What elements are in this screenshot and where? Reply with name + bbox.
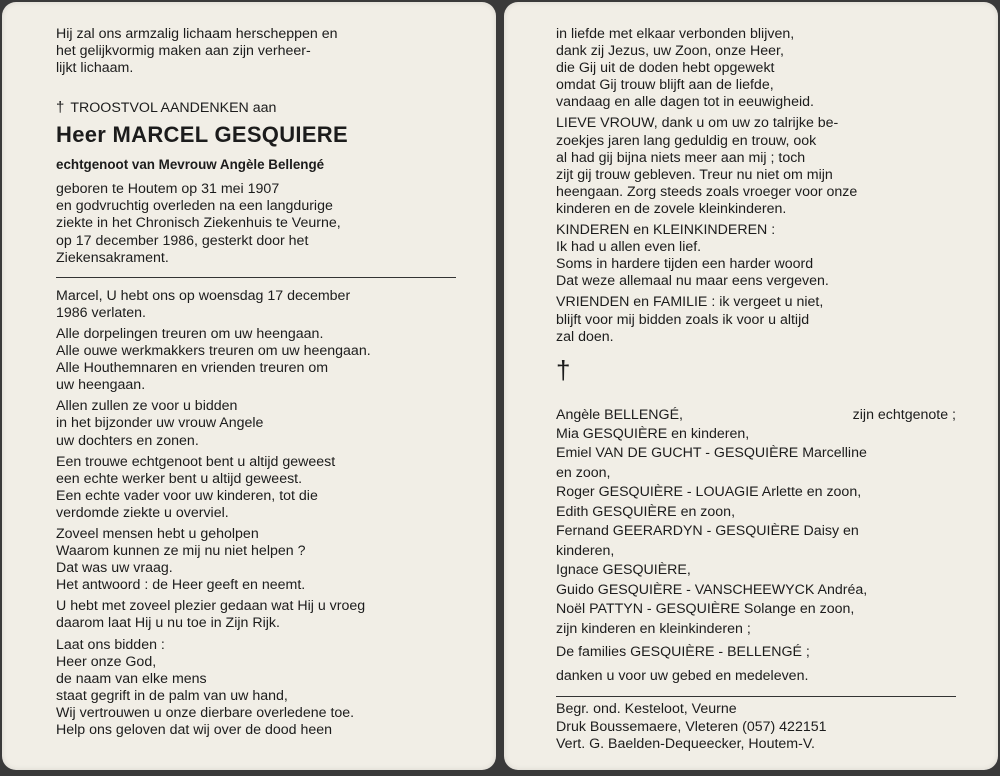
poem-paragraph-6: U hebt met zoveel plezier gedaan wat Hij u vroeg daarom laat Hij u nu toe in Zijn Rijk.	[56, 598, 366, 632]
biography: geboren te Houtem op 31 mei 1907 en godvruchtig overleden na een langdurige ziekte in het Chronisch Ziekenhuis te Veurne, op 17 december 1986, gesterkt door het Ziekensakrament.	[56, 181, 341, 266]
cross-icon: †	[56, 99, 65, 117]
spouse-role: zijn echtgenote ;	[852, 406, 956, 423]
message-to-wife: LIEVE VROUW, dank u om uw zo talrijke be- zoekjes jaren lang geduldig en trouw, ook al had gij bijna niets meer aan mij ; toch zijt gij trouw gebleven. Treur nu niet om mijn heengaan. Zorg steeds zoals vroeger voor onze kinderen en de zovele kleinkinderen.	[556, 115, 858, 217]
remembrance-heading	[56, 99, 456, 117]
poem-paragraph-1: Marcel, U hebt ons op woensdag 17 december 1986 verlaten.	[56, 287, 351, 321]
printer-credits: Begr. ond. Kesteloot, Veurne Druk Boussemaere, Vleteren (057) 422151 Vert. G. Baelden-Dequeecker, Houtem-V.	[556, 701, 827, 753]
message-to-friends: VRIENDEN en FAMILIE : ik vergeet u niet, blijft voor mij bidden zoals ik voor u altijd zal doen.	[556, 294, 824, 345]
spouse-line: echtgenoot van Mevrouw Angèle Bellengé	[56, 157, 325, 173]
intro-verse: Hij zal ons armzalig lichaam herscheppen en het gelijkvormig maken aan zijn verheer- lijkt lichaam.	[56, 26, 338, 77]
right-card-page	[504, 2, 998, 770]
poem-paragraph-3: Allen zullen ze voor u bidden in het bijzonder uw vrouw Angele uw dochters en zonen.	[56, 398, 264, 449]
left-card-page	[2, 2, 496, 770]
poem-paragraph-5: Zoveel mensen hebt u geholpen Waarom kunnen ze mij nu niet helpen ? Dat was uw vraag. Het antwoord : de Heer geeft en neemt.	[56, 525, 306, 594]
spouse-name: Angèle BELLENGÉ,	[556, 406, 683, 423]
spouse-row	[556, 406, 956, 425]
left-card-content	[56, 26, 456, 739]
prayer-start: Laat ons bidden : Heer onze God, de naam van elke mens staat gegrift in de palm van uw hand, Wij vertrouwen u onze dierbare overledene toe. Help ons geloven dat wij over de dood heen	[56, 636, 355, 738]
deceased-name: Heer MARCEL GESQUIERE	[56, 122, 348, 148]
message-to-children: KINDEREN en KLEINKINDEREN : Ik had u allen even lief. Soms in hardere tijden een harder woord Dat weze allemaal nu maar eens vergeven.	[556, 222, 829, 290]
poem-paragraph-4: Een trouwe echtgenoot bent u altijd geweest een echte werker bent u altijd geweest. Een echte vader voor uw kinderen, tot die verdomde ziekte u overviel.	[56, 453, 336, 521]
poem-paragraph-2: Alle dorpelingen treuren om uw heengaan. Alle ouwe werkmakkers treuren om uw heengaan. Alle Houthemnaren en vrienden treuren om uw heengaan.	[56, 325, 371, 394]
family-list: Mia GESQUIÈRE en kinderen, Emiel VAN DE GUCHT - GESQUIÈRE Marcelline en zoon, Roger GESQUIÈRE - LOUAGIE Arlette en zoon, Edith GESQUIÈRE en zoon, Fernand GEERARDYN - GESQUIÈRE Daisy en kinderen, Ignace GESQUIÈRE, Guido GESQUIÈRE - VANSCHEEWYCK Andréa, Noël PATTYN - GESQUIÈRE Solange en zoon, zijn kinderen en kleinkinderen ;	[556, 425, 868, 637]
thanks-line: danken u voor uw gebed en medeleven.	[556, 667, 809, 684]
prayer-end: in liefde met elkaar verbonden blijven, dank zij Jezus, uw Zoon, onze Heer, die Gij uit de doden hebt opgewekt omdat Gij trouw blijft aan de liefde, vandaag en alle dagen tot in eeuwigheid.	[556, 26, 814, 111]
families-line: De families GESQUIÈRE - BELLENGÉ ;	[556, 644, 810, 661]
remembrance-heading-text: TROOSTVOL AANDENKEN aan	[70, 100, 277, 117]
cross-icon-large: †	[556, 354, 571, 385]
right-card-content	[556, 26, 956, 754]
